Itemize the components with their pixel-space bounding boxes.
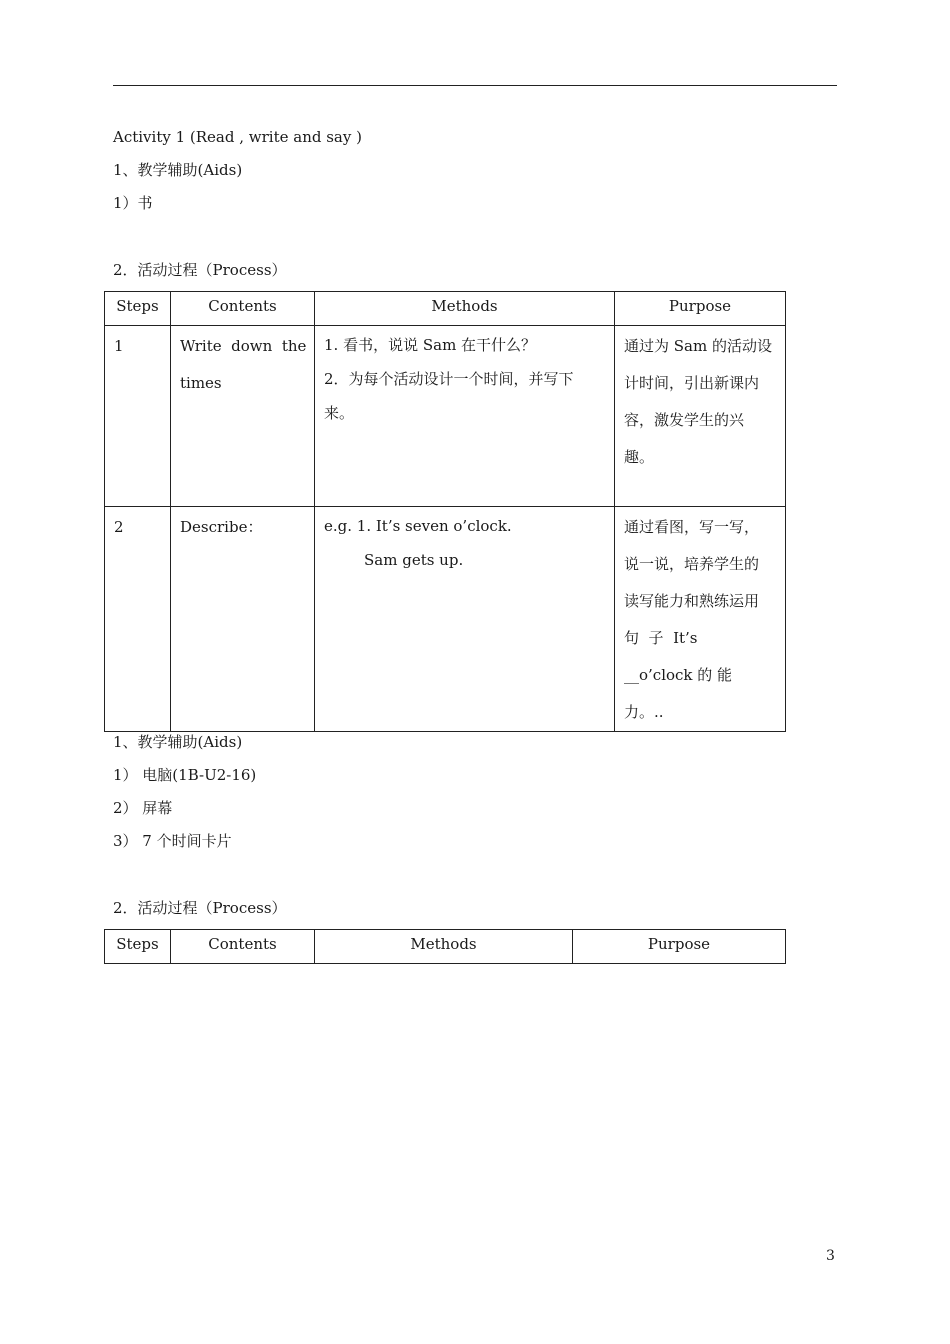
methods-line: e.g. 1. It’s seven o’clock. bbox=[324, 517, 512, 535]
process-heading: 2．活动过程（Process） bbox=[113, 261, 287, 279]
process-heading: 2．活动过程（Process） bbox=[113, 899, 287, 917]
table-row bbox=[105, 326, 786, 507]
header-purpose: Purpose bbox=[615, 292, 786, 326]
purpose-line: 力。.. bbox=[624, 703, 664, 721]
table-row bbox=[105, 507, 786, 732]
page-number: 3 bbox=[826, 1248, 835, 1264]
contents-line: Write down the bbox=[180, 337, 307, 355]
purpose-line: 趣。 bbox=[624, 448, 655, 466]
aids-item: 1）书 bbox=[113, 194, 153, 212]
purpose-line: 容，激发学生的兴 bbox=[624, 411, 745, 429]
header-methods: Methods bbox=[315, 930, 573, 964]
methods-line: Sam gets up. bbox=[364, 551, 464, 569]
process-table bbox=[104, 929, 786, 964]
table-header-row bbox=[105, 930, 786, 964]
purpose-line: 说一说，培养学生的 bbox=[624, 555, 760, 573]
activity-title: Activity 1 (Read , write and say ) bbox=[113, 128, 362, 146]
methods-line: 1. 看书，说说 Sam 在干什么？ bbox=[324, 336, 537, 354]
purpose-line: 通过看图，写一写， bbox=[624, 518, 760, 536]
header-purpose: Purpose bbox=[573, 930, 786, 964]
table-header-row bbox=[105, 292, 786, 326]
step-number: 2 bbox=[114, 518, 124, 536]
step-number: 1 bbox=[114, 337, 124, 355]
header-contents: Contents bbox=[171, 930, 315, 964]
header-steps: Steps bbox=[105, 292, 171, 326]
methods-line: 来。 bbox=[324, 404, 355, 422]
header-rule bbox=[113, 85, 837, 86]
header-methods: Methods bbox=[315, 292, 615, 326]
aids-item: 1） 电脑(1B-U2-16) bbox=[113, 766, 257, 784]
purpose-line: 计时间，引出新课内 bbox=[624, 374, 760, 392]
purpose-line: __o’clock 的 能 bbox=[624, 666, 733, 684]
aids-item: 2） 屏幕 bbox=[113, 799, 173, 817]
purpose-line: 通过为 Sam 的活动设 bbox=[624, 337, 772, 355]
aids-heading: 1、教学辅助(Aids) bbox=[113, 161, 243, 179]
aids-heading: 1、教学辅助(Aids) bbox=[113, 733, 243, 751]
methods-line: 2．为每个活动设计一个时间，并写下 bbox=[324, 370, 574, 388]
aids-item: 3） 7 个时间卡片 bbox=[113, 832, 232, 850]
header-contents: Contents bbox=[171, 292, 315, 326]
purpose-line: 读写能力和熟练运用 bbox=[624, 592, 760, 610]
contents-line: times bbox=[180, 374, 222, 392]
header-steps: Steps bbox=[105, 930, 171, 964]
purpose-line: 句 子 It’s bbox=[624, 629, 698, 647]
contents-line: Describe： bbox=[180, 518, 263, 536]
process-table bbox=[104, 291, 786, 732]
